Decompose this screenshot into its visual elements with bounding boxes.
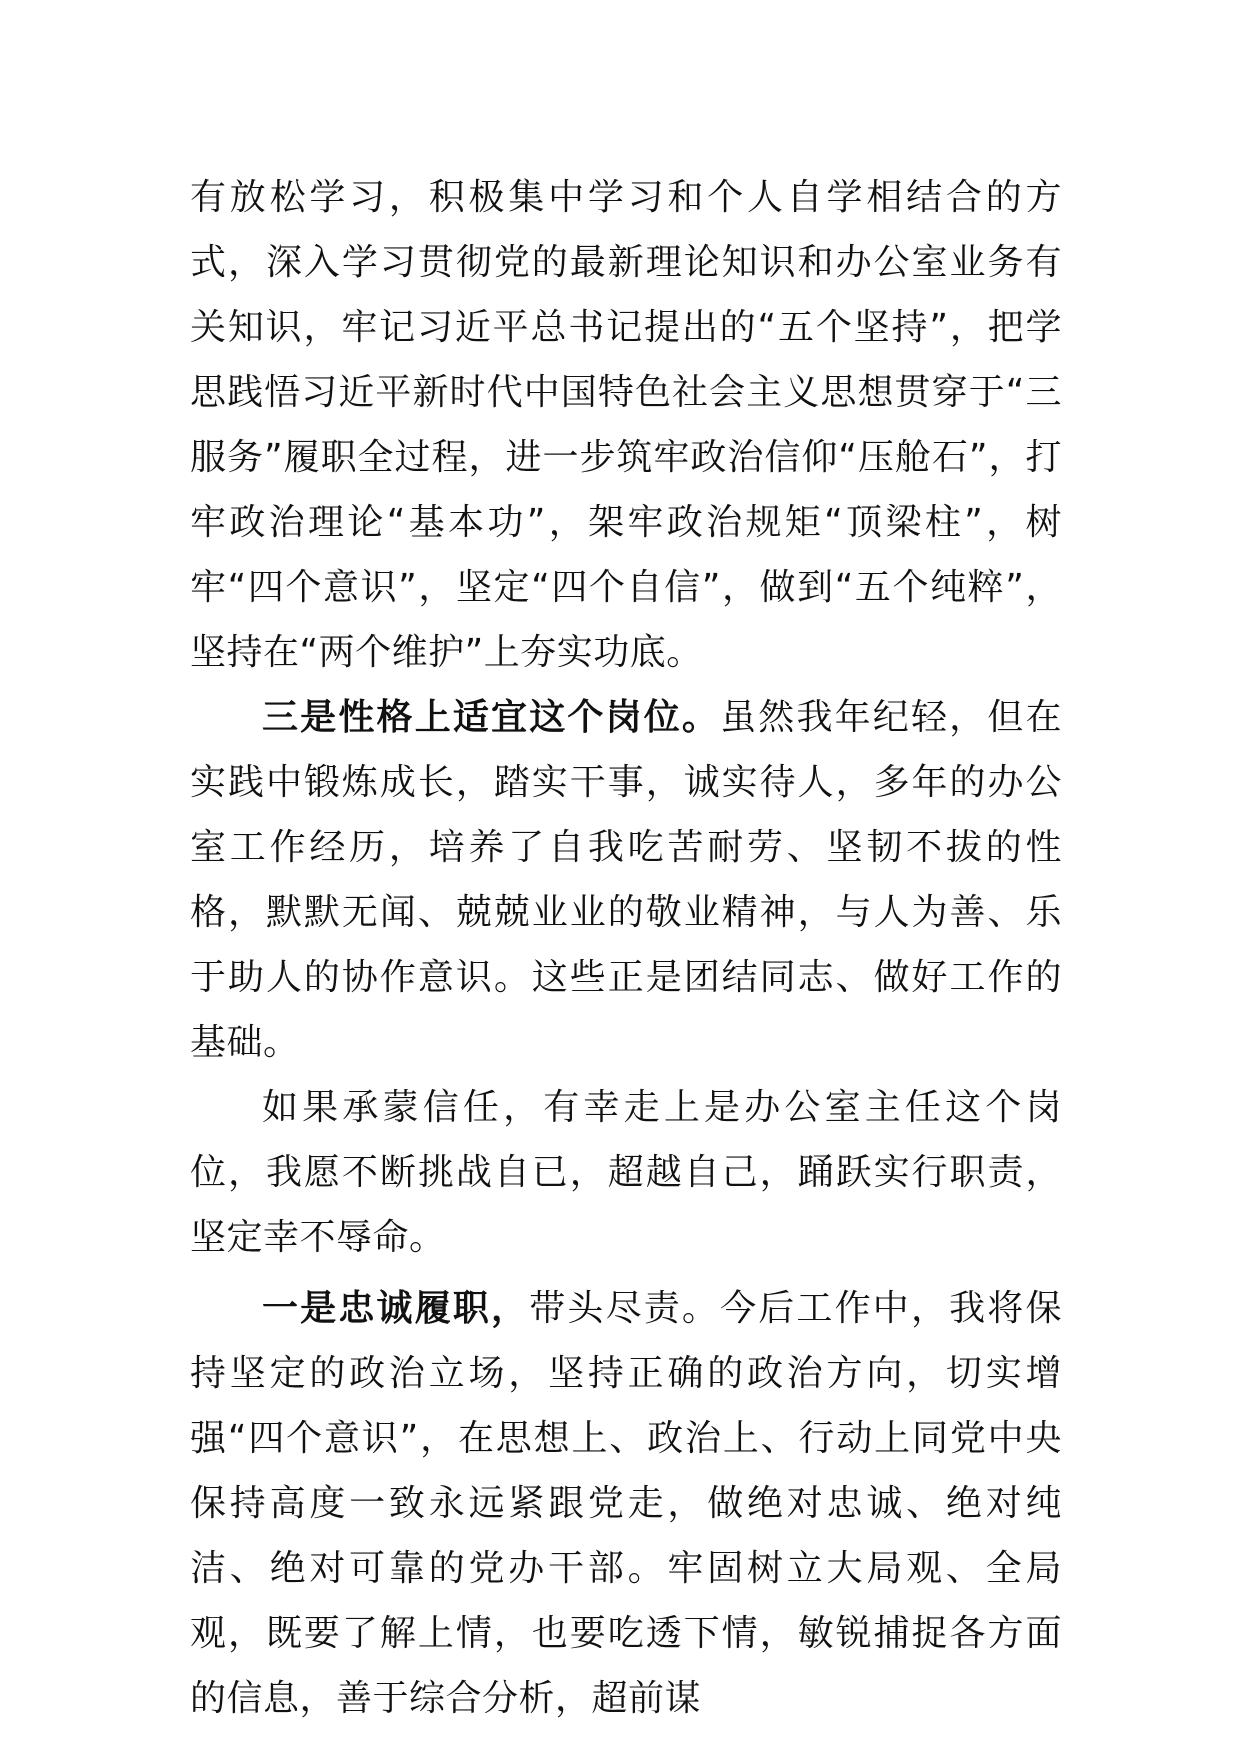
paragraph-2-lead: 三是性格上适宜这个岗位。 bbox=[262, 697, 721, 738]
paragraph-3-text: 如果承蒙信任，有幸走上是办公室主任这个岗位，我愿不断挑战自已，超越自己，踊跃实行职责，坚定幸不辱命。 bbox=[190, 1087, 1062, 1258]
document-body bbox=[190, 165, 1062, 1731]
paragraph-4 bbox=[190, 1276, 1062, 1731]
paragraph-3 bbox=[190, 1075, 1062, 1270]
paragraph-4-text: 带头尽责。今后工作中，我将保持坚定的政治立场，坚持正确的政治方向，切实增强“四个意识”，在思想上、政治上、行动上同党中央保持高度一致永远紧跟党走，做绝对忠诚、绝对纯洁、绝对可靠的党办干部。牢固树立大局观、全局观，既要了解上情，也要吃透下情，敏锐捕捉各方面的信息，善于综合分析，超前谋 bbox=[190, 1288, 1062, 1719]
paragraph-1 bbox=[190, 165, 1062, 685]
paragraph-1-text: 有放松学习，积极集中学习和个人自学相结合的方式，深入学习贯彻党的最新理论知识和办公室业务有关知识，牢记习近平总书记提出的“五个坚持”，把学思践悟习近平新时代中国特色社会主义思想贯穿于“三服务”履职全过程，进一步筑牢政治信仰“压舱石”，打牢政治理论“基本功”，架牢政治规矩“顶梁柱”，树牢“四个意识”，坚定“四个自信”，做到“五个纯粹”，坚持在“两个维护”上夯实功底。 bbox=[190, 177, 1062, 673]
paragraph-4-lead: 一是忠诚履职， bbox=[262, 1288, 530, 1329]
paragraph-2-text: 虽然我年纪轻，但在实践中锻炼成长，踏实干事，诚实待人，多年的办公室工作经历，培养了自我吃苦耐劳、坚韧不拔的性格，默默无闻、兢兢业业的敬业精神，与人为善、乐于助人的协作意识。这些正是团结同志、做好工作的基础。 bbox=[190, 697, 1062, 1063]
paragraph-2 bbox=[190, 685, 1062, 1075]
